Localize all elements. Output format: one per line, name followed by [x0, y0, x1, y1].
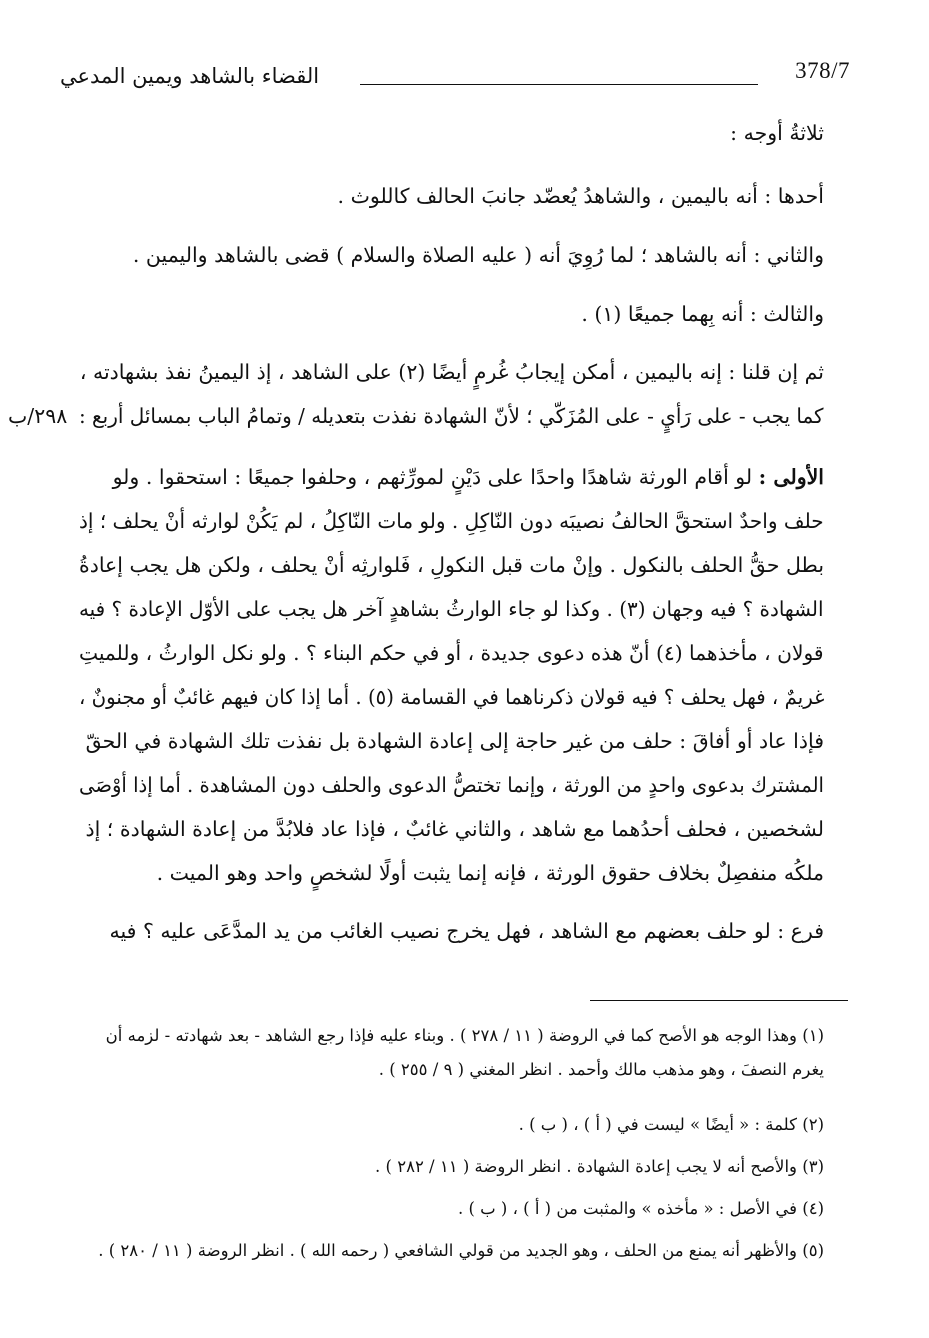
text-line: لشخصين ، فحلف أحدُهما مع شاهد ، والثاني غائبٌ ، فإذا عاد فلابُدَّ من إعادة الشهادة ؛ إذ: [85, 817, 824, 841]
text-line: فإذا عاد أو أفاقَ : حلف من غير حاجة إلى إعادة الشهادة بل نفذت تلك الشهادة في الحقّ: [85, 729, 824, 753]
footnote-3: (٣) والأصح أنه لا يجب إعادة الشهادة . انظر الروضة ( ١١ / ٢٨٢ ) .: [375, 1157, 824, 1176]
section-lead: الأولى :: [758, 465, 824, 489]
footnote-1-continued: يغرم النصفَ ، وهو مذهب مالك وأحمد . انظر المغني ( ٩ / ٢٥٥ ) .: [378, 1060, 824, 1079]
text-line: بطل حقُّ الحلف بالنكول . وإنْ مات قبل النكولِ ، فَلوارثِه أنْ يحلف ، ولكن هل يجب إعادةُ: [78, 553, 824, 577]
footnote-4: (٤) في الأصل : « مأخذه » والمثبت من ( أ ) ، ( ب ) .: [457, 1199, 824, 1218]
footnote-rule: [590, 1000, 848, 1001]
text-line: كما يجب - على رَأيٍ - على المُزَكّي ؛ لأنّ الشهادة نفذت بتعديله / وتمامُ الباب بمسائل أربع :: [79, 404, 824, 428]
footnote-5: (٥) والأظهر أنه يمنع من الحلف ، وهو الجديد من قولي الشافعي ( رحمه الله ) . انظر الروضة ( ١١ / ٢٨٠ ) .: [98, 1241, 824, 1260]
header-title: القضاء بالشاهد ويمين المدعي: [60, 64, 320, 88]
marginal-folio-reference: ٢٩٨/ب: [8, 404, 68, 428]
text-line: فرع : لو حلف بعضهم مع الشاهد ، فهل يخرج نصيب الغائب من يد المدَّعَى عليه ؟ فيه: [109, 919, 824, 943]
page-number: 378/7: [795, 58, 850, 83]
text-line: قولان ، مأخذهما (٤) أنّ هذه دعوى جديدة ، أو في حكم البناء ؟ . ولو نكل الوارثُ ، وللميتِ: [79, 641, 824, 665]
text-line: الشهادة ؟ فيه وجهان (٣) . وكذا لو جاء الوارثُ بشاهدٍ آخر هل يجب على الأوّل الإعادة ؟ فيه: [79, 597, 824, 621]
text-line: أحدها : أنه باليمين ، والشاهدُ يُعضّد جانبَ الحالف كاللوث .: [337, 184, 824, 208]
text-line: والثالث : أنه بِهما جميعًا (١) .: [581, 302, 824, 326]
header-rule: [360, 84, 758, 85]
running-head: [60, 58, 850, 98]
footnote-2: (٢) كلمة : « أيضًا » ليست في ( أ ) ، ( ب ) .: [518, 1115, 824, 1134]
text-line: غريمٌ ، فهل يحلف ؟ فيه قولان ذكرناهما في القسامة (٥) . أما إذا كان فيهم غائبٌ أو مجنونٌ ،: [78, 685, 824, 709]
text-line: المشترك بدعوى واحدٍ من الورثة ، وإنما تختصُّ الدعوى والحلف دون المشاهدة . أما إذا أوْصَى: [79, 773, 824, 797]
text-line: [113, 462, 824, 492]
text-line: حلف واحدٌ استحقَّ الحالفُ نصيبَه دون النّاكِلِ . ولو مات النّاكِلُ ، لم يَكُنْ لوارثه أنْ يحلف ؛ إذ: [79, 509, 824, 533]
text-line: والثاني : أنه بالشاهد ؛ لما رُوِيَ أنه ( عليه الصلاة والسلام ) قضى بالشاهد واليمين .: [132, 243, 824, 267]
text-line: ثلاثةُ أوجه :: [730, 121, 824, 145]
footnote-1: (١) وهذا الوجه هو الأصح كما في الروضة ( ١١ / ٢٧٨ ) . وبناء عليه فإذا رجع الشاهد - بعد شهادته - لزمه أن: [105, 1026, 824, 1045]
text-line: ثم إن قلنا : إنه باليمين ، أمكن إيجابُ غُرمٍ أيضًا (٢) على الشاهد ، إذ اليمينُ نفذ بشهادته ،: [79, 360, 824, 384]
text-line-rest: لو أقام الورثة شاهدًا واحدًا على دَيْنٍ لمورِّثهم ، وحلفوا جميعًا : استحقوا . ولو: [112, 465, 759, 489]
text-line: ملكُه منفصِلٌ بخلاف حقوق الورثة ، فإنه إنما يثبت أولًا لشخصٍ واحد وهو الميت .: [156, 861, 824, 885]
